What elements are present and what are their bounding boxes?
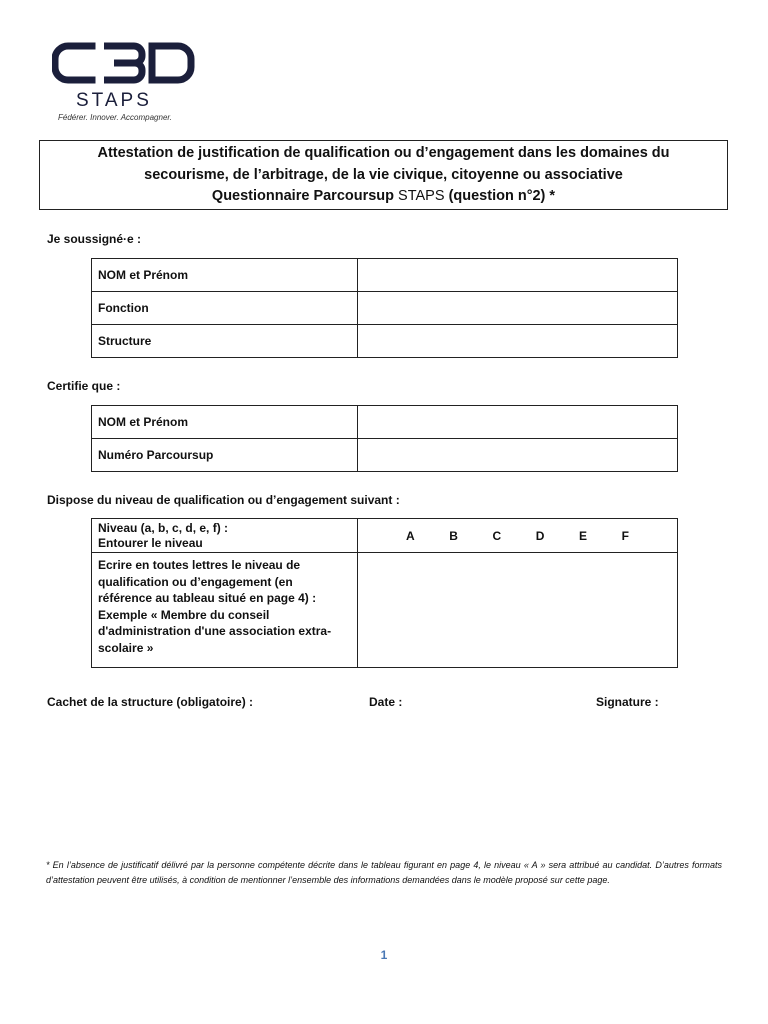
level-option-a[interactable]: A — [406, 528, 415, 543]
table-row — [92, 325, 678, 358]
candidate-name-field[interactable] — [358, 406, 678, 439]
title-line-3-mid: STAPS — [394, 188, 449, 204]
table-row — [92, 439, 678, 472]
table-row — [92, 519, 678, 553]
title-line-3-pre: Questionnaire Parcoursup — [211, 188, 395, 204]
section-undersigned-label: Je soussigné·e : — [47, 232, 142, 246]
desc-line: qualification ou d’engagement (en — [98, 574, 293, 589]
undersigned-table — [91, 258, 678, 358]
undersigned-structure-field[interactable] — [358, 325, 678, 358]
title-line-2: secourisme, de l’arbitrage, de la vie civique, citoyenne ou associative — [144, 166, 623, 183]
title-line-3 — [40, 186, 727, 208]
logo-tagline: Fédérer. Innover. Accompagner. — [58, 113, 172, 122]
desc-line: scolaire » — [98, 640, 154, 655]
level-description-label — [92, 553, 358, 668]
field-label: NOM et Prénom — [92, 406, 358, 439]
level-table — [91, 518, 678, 668]
table-row — [92, 259, 678, 292]
level-option-f[interactable]: F — [621, 528, 629, 543]
table-row — [92, 292, 678, 325]
desc-line: référence au tableau situé en page 4) : — [98, 591, 317, 605]
field-label: Structure — [92, 325, 358, 358]
level-option-c[interactable]: C — [492, 528, 502, 543]
table-row — [92, 406, 678, 439]
title-line-3-post: (question n°2) * — [448, 188, 556, 204]
level-option-d[interactable]: D — [535, 528, 545, 543]
field-label: Fonction — [92, 292, 358, 325]
date-label: Date : — [369, 695, 403, 709]
field-label: NOM et Prénom — [92, 259, 358, 292]
level-choice-cell — [358, 519, 678, 553]
level-label-line-1: Niveau (a, b, c, d, e, f) : — [98, 520, 229, 535]
page-number: 1 — [380, 948, 388, 962]
c3d-logo-mark — [52, 40, 197, 86]
level-description-field[interactable] — [358, 553, 678, 668]
section-level-label: Dispose du niveau de qualification ou d’engagement suivant : — [47, 493, 400, 507]
c3d-staps-logo — [52, 40, 202, 128]
desc-line: d'administration d'une association extra- — [98, 624, 332, 638]
level-option-e[interactable]: E — [579, 528, 588, 543]
desc-line: Ecrire en toutes lettres le niveau de — [98, 558, 301, 572]
parcoursup-number-field[interactable] — [358, 439, 678, 472]
logo-subtitle: STAPS — [76, 90, 152, 111]
field-label: Numéro Parcoursup — [92, 439, 358, 472]
signature-label: Signature : — [596, 695, 659, 709]
level-label-cell — [92, 519, 358, 553]
level-options — [364, 529, 671, 543]
candidate-table — [91, 405, 678, 472]
level-label-line-2: Entourer le niveau — [98, 535, 203, 550]
title-line-1: Attestation de justification de qualification ou d’engagement dans les domaines du — [97, 145, 670, 161]
document-title — [39, 140, 728, 210]
footnote: * En l’absence de justificatif délivré par la personne compétente décrite dans le tableau figurant en page 4, le niveau « A » sera attribué au candidat. D’autres formats d’attestation peuvent être utilisés, à condition de mentionner l’ensemble des informations demandées dans le modèle proposé sur cette page. — [46, 860, 722, 885]
desc-line: Exemple « Membre du conseil — [98, 607, 270, 622]
level-option-b[interactable]: B — [449, 528, 458, 543]
section-certifies-label: Certifie que : — [47, 379, 121, 393]
undersigned-function-field[interactable] — [358, 292, 678, 325]
stamp-label: Cachet de la structure (obligatoire) : — [47, 695, 254, 709]
table-row — [92, 553, 678, 668]
undersigned-name-field[interactable] — [358, 259, 678, 292]
